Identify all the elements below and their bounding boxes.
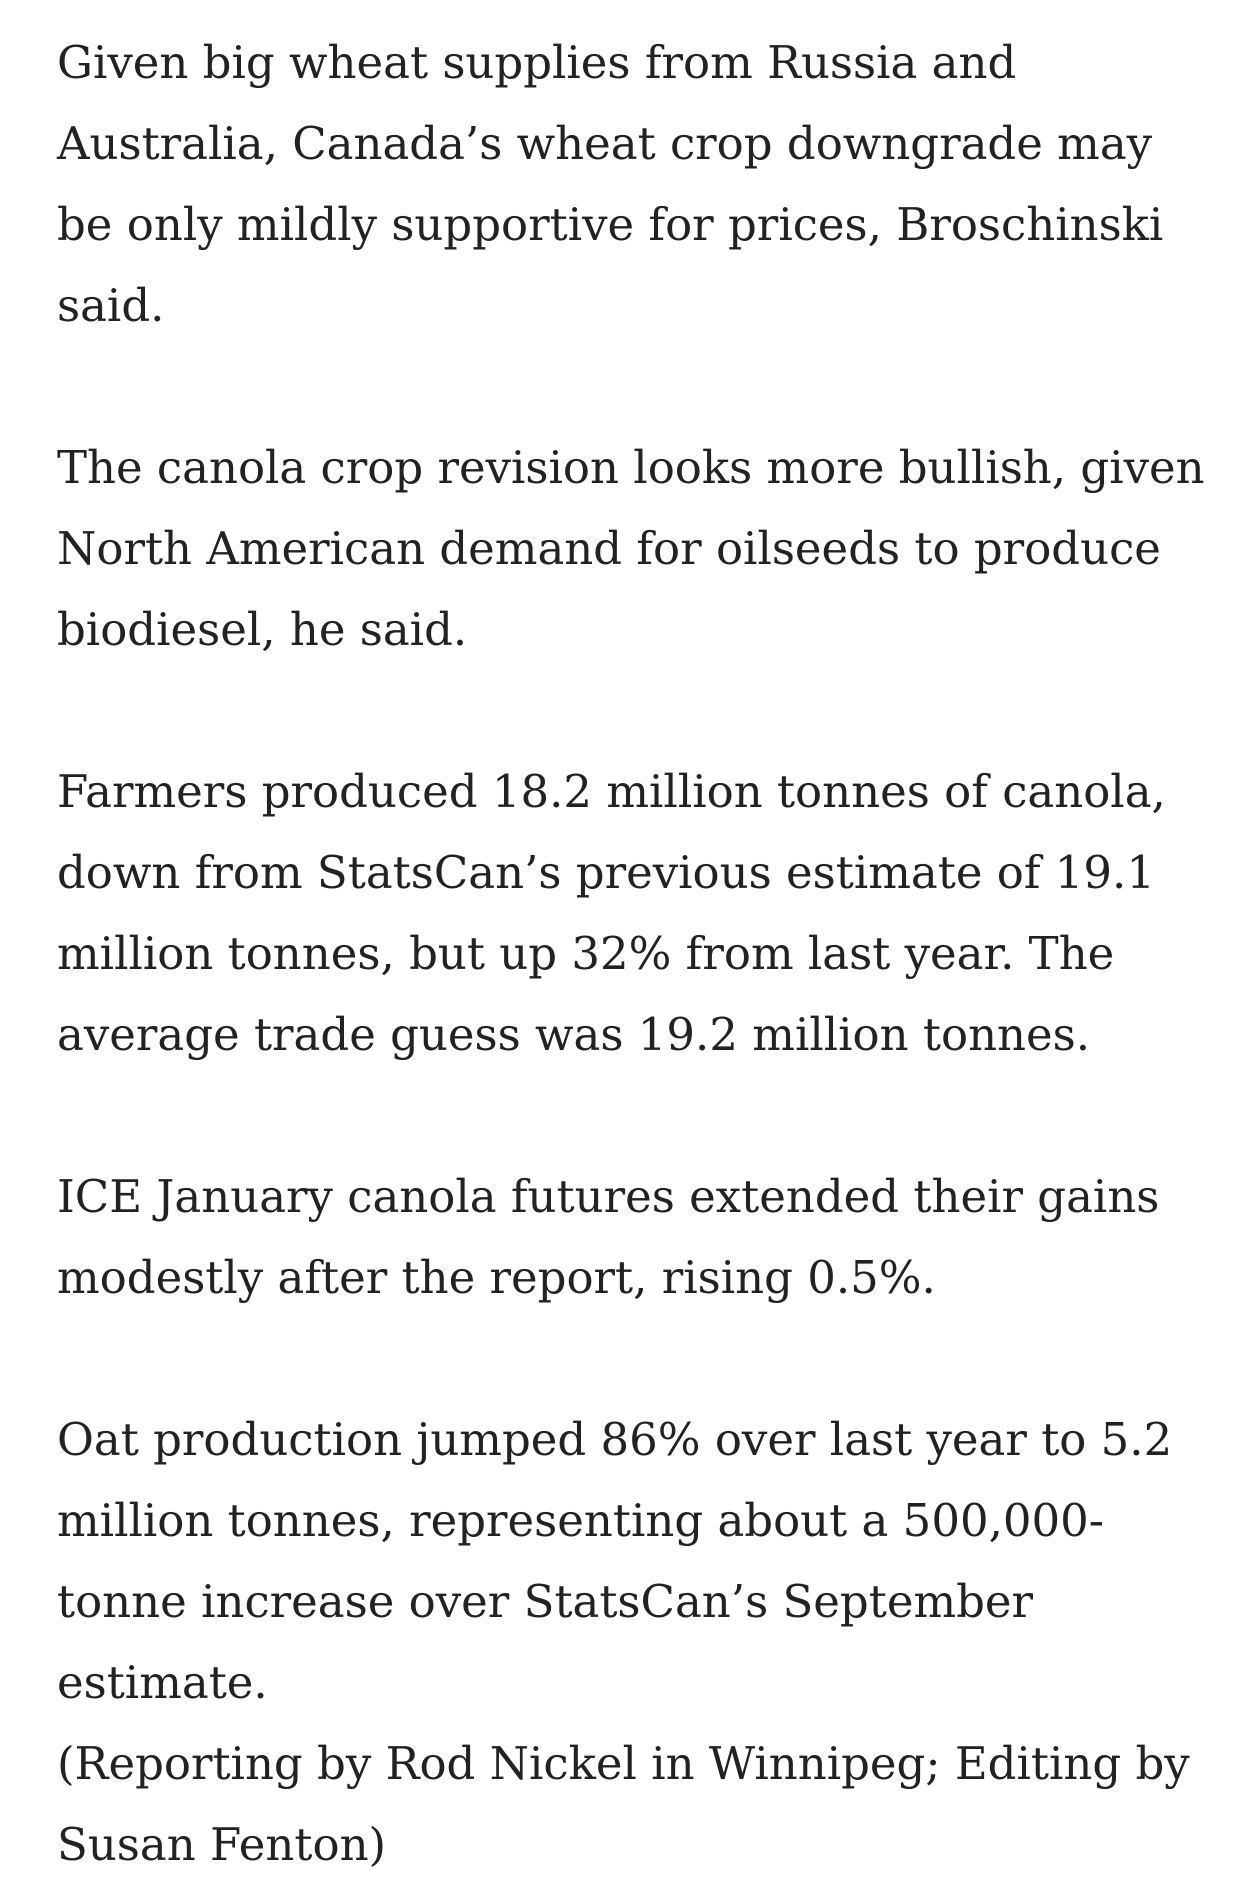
article-body <box>57 22 1207 1885</box>
paragraph-wheat-supplies: Given big wheat supplies from Russia and Australia, Canada’s wheat crop downgrade may be only mildly supportive for prices, Broschinski said. <box>57 36 1164 332</box>
reporting-credit: (Reporting by Rod Nickel in Winnipeg; Editing by Susan Fenton) <box>57 1737 1190 1871</box>
paragraph-oat-production: Oat production jumped 86% over last year to 5.2 million tonnes, representing about a 500,000-tonne increase over StatsCan’s September estimate. <box>57 1413 1173 1709</box>
paragraph-ice-futures: ICE January canola futures extended their gains modestly after the report, rising 0.5%. <box>57 1170 1160 1304</box>
paragraph-canola-production: Farmers produced 18.2 million tonnes of canola, down from StatsCan’s previous estimate of 19.1 million tonnes, but up 32% from last year. The average trade guess was 19.2 million tonnes. <box>57 765 1166 1061</box>
paragraph-canola-revision: The canola crop revision looks more bullish, given North American demand for oilseeds to produce biodiesel, he said. <box>57 441 1205 656</box>
